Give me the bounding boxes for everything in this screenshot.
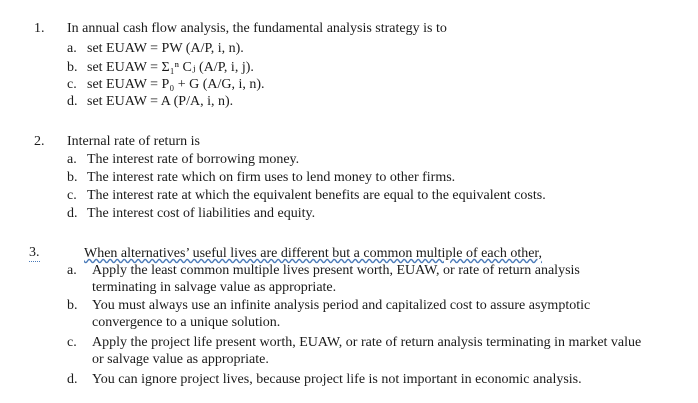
option-letter: c. [67,335,77,350]
option-letter: d. [67,206,78,221]
option-text: The interest cost of liabilities and equity. [87,206,316,221]
option-b [67,297,647,331]
option-letter: c. [67,77,77,92]
option-b [67,170,455,186]
question-stem: When alternatives’ useful lives are different but a common multiple of each other, [84,246,543,261]
option-a [67,262,647,296]
question-number: 3. [29,245,40,260]
option-letter: b. [67,60,78,75]
option-text: You must always use an infinite analysis period and capitalized cost to assure asymptotic convergence to a unique solution. [92,298,591,330]
option-text: set EUAW = P₀ + G (A/G, i, n). [87,77,265,92]
option-text: Apply the least common multiple lives present worth, EUAW, or rate of return analysis terminating in salvage value as appropriate. [92,263,580,295]
option-letter: d. [67,372,78,387]
option-text: set EUAW = PW (A/P, i, n). [87,41,244,56]
option-text: set EUAW = A (P/A, i, n). [87,94,234,109]
option-text: The interest rate at which the equivalent benefits are equal to the equivalent costs. [87,188,546,203]
option-letter: a. [67,41,77,56]
option-text: set EUAW = Σ₁ⁿ Cⱼ (A/P, i, j). [87,60,254,75]
option-letter: c. [67,188,77,203]
option-c [67,77,265,93]
option-letter: d. [67,94,78,109]
option-b [67,59,254,76]
option-a [67,152,299,168]
option-letter: a. [67,152,77,167]
option-a [67,41,244,57]
option-letter: b. [67,298,78,313]
option-letter: a. [67,263,77,278]
option-text: The interest rate which on firm uses to lend money to other firms. [87,170,456,185]
question-number: 1. [34,21,45,36]
option-d [67,94,233,110]
option-text: You can ignore project lives, because project life is not important in economic analysis. [92,372,582,387]
option-c [67,334,647,368]
question-stem: Internal rate of return is [67,134,200,149]
question-stem: In annual cash flow analysis, the fundamental analysis strategy is to [67,21,447,36]
option-letter: b. [67,170,78,185]
option-d [67,206,315,222]
option-text: Apply the project life present worth, EUAW, or rate of return analysis terminating in market value or salvage value as appropriate. [92,335,642,367]
question-number: 2. [34,134,45,149]
option-c [67,188,546,204]
option-text: The interest rate of borrowing money. [87,152,300,167]
option-d [67,371,647,388]
